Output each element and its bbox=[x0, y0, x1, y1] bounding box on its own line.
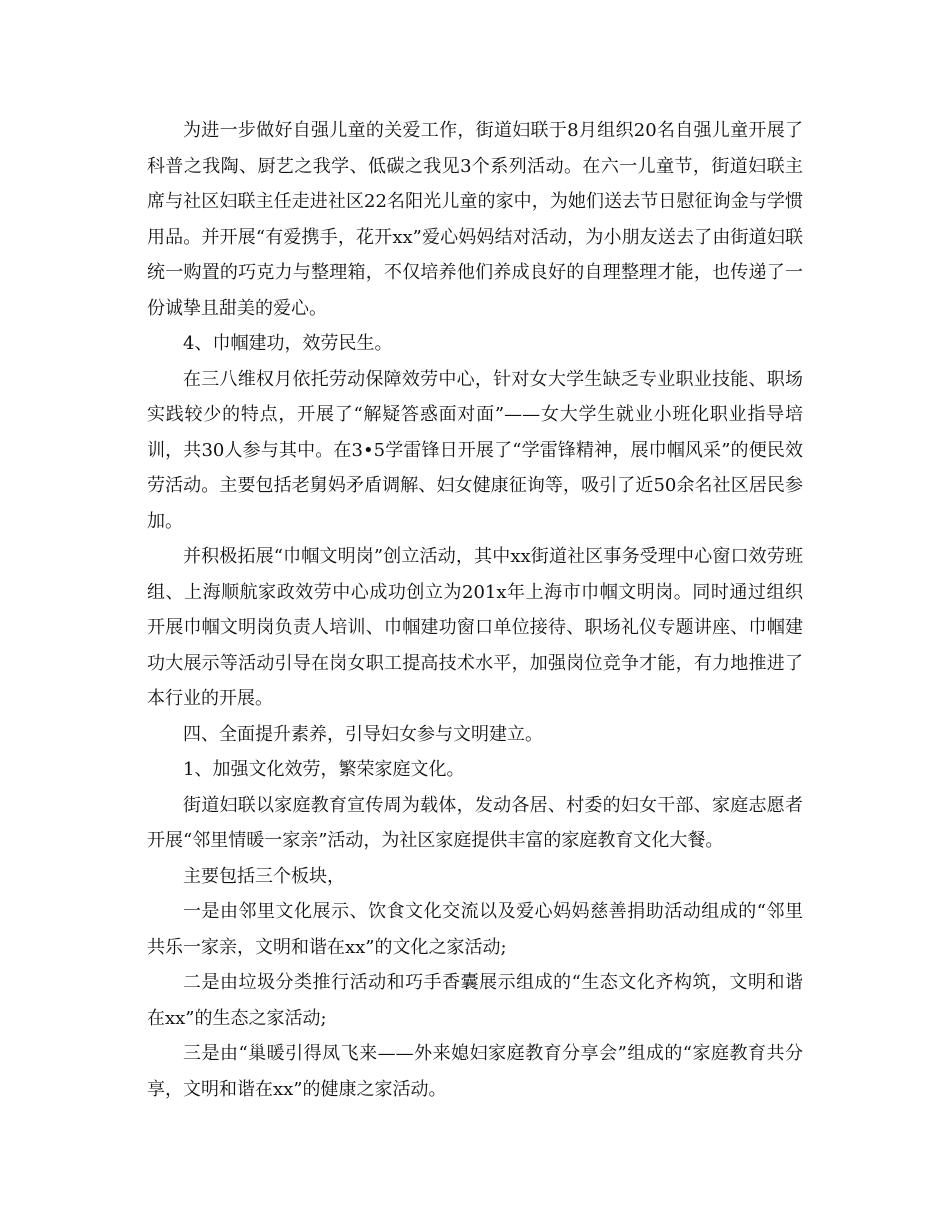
paragraph-care-activities: 为进一步做好自强儿童的关爱工作，街道妇联于8月组织20名自强儿童开展了科普之我陶、厨艺之我学、低碳之我见3个系列活动。在六一儿童节，街道妇联主席与社区妇联主任走进社区22名阳光儿童的家中，为她们送去节日慰征询金与学惯用品。并开展“有爱携手，花开xx”爱心妈妈结对活动，为小朋友送去了由街道妇联统一购置的巧克力与整理箱，不仅培养他们养成良好的自理整理才能，也传递了一份诚挚且甜美的爱心。 bbox=[147, 120, 803, 319]
document-page bbox=[147, 113, 803, 1107]
paragraph-item-two: 二是由垃圾分类推行活动和巧手香囊展示组成的“生态文化齐构筑，文明和谐在xx”的生态之家活动; bbox=[147, 972, 803, 1029]
paragraph-march-rights: 在三八维权月依托劳动保障效劳中心，针对女大学生缺乏专业职业技能、职场实践较少的特点，开展了“解疑答惑面对面”——女大学生就业小班化职业指导培训，共30人参与其中。在3•5学雷锋日开展了“学雷锋精神，展巾帼风采”的便民效劳活动。主要包括老舅妈矛盾调解、妇女健康征询等，吸引了近50余名社区居民参加。 bbox=[147, 368, 803, 532]
heading-culture-service: 1、加强文化效劳，繁荣家庭文化。 bbox=[183, 759, 465, 780]
paragraph-item-three: 三是由“巢暖引得凤飞来——外来媳妇家庭教育分享会”组成的“家庭教育共分享，文明和谐在xx”的健康之家活动。 bbox=[147, 1043, 803, 1100]
heading-women-service: 4、巾帼建功，效劳民生。 bbox=[183, 333, 393, 354]
paragraph-item-one: 一是由邻里文化展示、饮食文化交流以及爱心妈妈慈善捐助活动组成的“邻里共乐一家亲，文明和谐在xx”的文化之家活动; bbox=[147, 901, 803, 958]
heading-section-four: 四、全面提升素养，引导妇女参与文明建立。 bbox=[183, 723, 543, 745]
paragraph-civilized-post: 并积极拓展“巾帼文明岗”创立活动，其中xx街道社区事务受理中心窗口效劳班组、上海顺航家政效劳中心成功创立为201x年上海市巾帼文明岗。同时通过组织开展巾帼文明岗负责人培训、巾帼建功窗口单位接待、职场礼仪专题讲座、巾帼建功大展示等活动引导在岗女职工提高技术水平，加强岗位竞争才能，有力地推进了本行业的开展。 bbox=[147, 546, 803, 709]
paragraph-three-sections: 主要包括三个板块， bbox=[183, 865, 345, 887]
paragraph-family-education-week: 街道妇联以家庭教育宣传周为载体，发动各居、村委的妇女干部、家庭志愿者开展“邻里情暖一家亲”活动，为社区家庭提供丰富的家庭教育文化大餐。 bbox=[147, 794, 803, 851]
